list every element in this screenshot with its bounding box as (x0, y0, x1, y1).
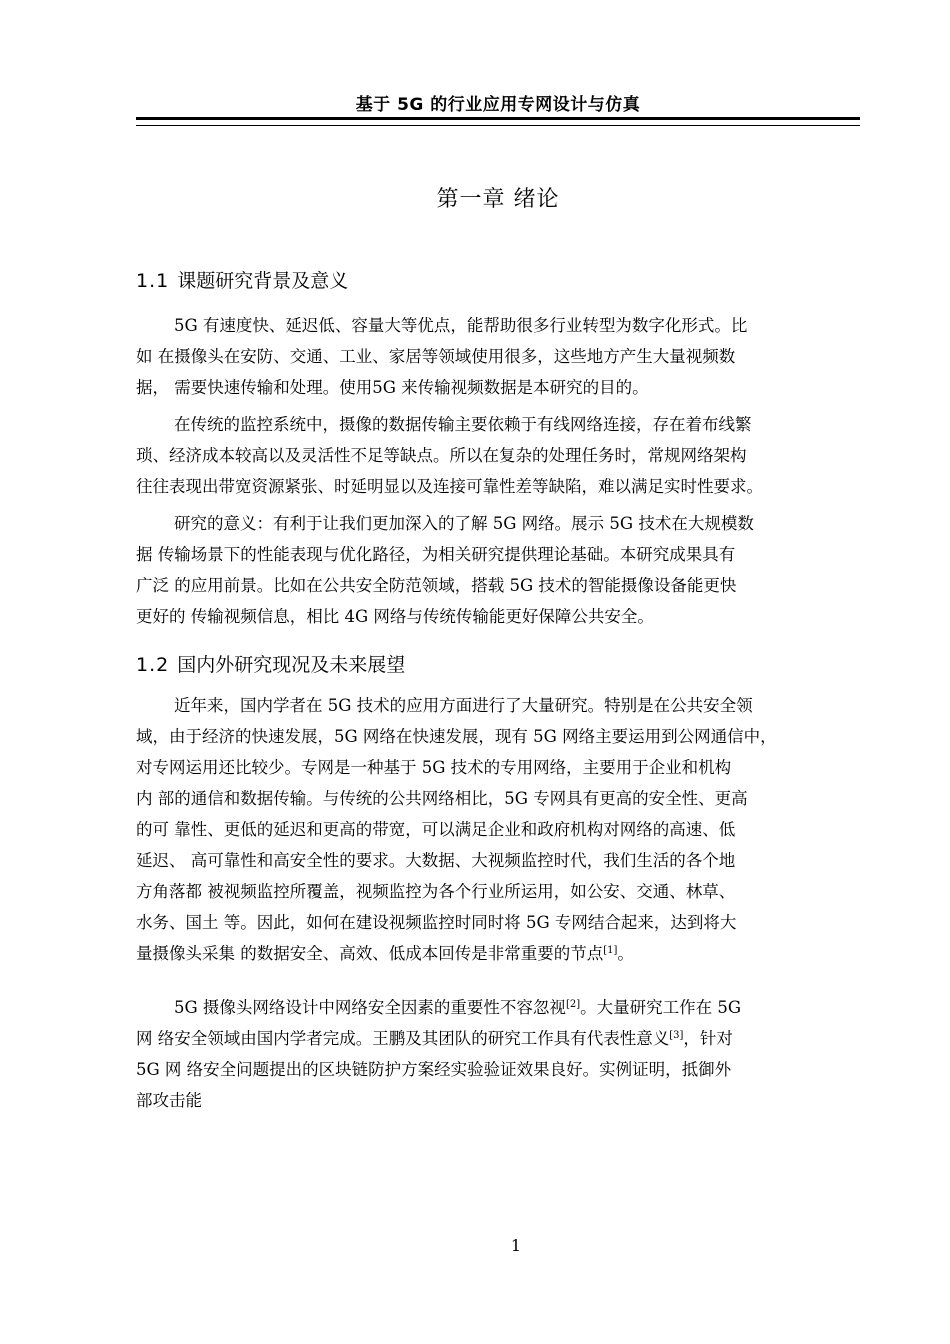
paragraph-line: 部攻击能 (136, 1091, 202, 1110)
citation-ref[interactable]: [2] (565, 999, 581, 1010)
paragraph (136, 310, 860, 403)
section-number: 1.2 (136, 654, 170, 676)
paragraph (136, 690, 860, 969)
paragraph-line (136, 992, 860, 1023)
paragraph-line: 5G 网 络安全问题提出的区块链防护方案经实验验证效果良好。实例证明，抵御外 (136, 1060, 732, 1079)
paragraph-line: 的可 靠性、更低的延迟和更高的带宽，可以满足企业和政府机构对网络的高速、低 (136, 820, 736, 839)
section-number: 1.1 (136, 270, 170, 292)
section-title-text: 国内外研究现况及未来展望 (177, 654, 406, 676)
paragraph-line: 域，由于经济的快速发展，5G 网络在快速发展，现有 5G 网络主要运用到公网通信中， (136, 727, 777, 746)
paragraph-line: 广泛 的应用前景。比如在公共安全防范领域，搭载 5G 技术的智能摄像设备能更快 (136, 576, 737, 595)
paragraph-line: 近年来，国内学者在 5G 技术的应用方面进行了大量研究。特别是在公共安全领 (174, 696, 753, 715)
paragraph-line: 更好的 传输视频信息，相比 4G 网络与传统传输能更好保障公共安全。 (136, 607, 654, 626)
paragraph (136, 409, 860, 502)
paragraph-line: 据 传输场景下的性能表现与优化路径，为相关研究提供理论基础。本研究成果具有 (136, 545, 736, 564)
chapter-title: 第一章 绪论 (436, 187, 560, 212)
page-number: 1 (510, 1236, 522, 1255)
line-text: ，针对 (683, 1029, 733, 1048)
paragraph-line (136, 938, 860, 969)
line-text: 网 络安全领域由国内学者完成。王鹏及其团队的研究工作具有代表性意义 (136, 1029, 670, 1048)
paragraph-line: 延迟、 高可靠性和高安全性的要求。大数据、大视频监控时代，我们生活的各个地 (136, 851, 736, 870)
line-text: 量摄像头采集 的数据安全、高效、低成本回传是非常重要的节点 (136, 944, 604, 963)
paragraph-line: 往往表现出带宽资源紧张、时延明显以及连接可靠性差等缺陷，难以满足实时性要求。 (136, 477, 763, 496)
paragraph-line: 如 在摄像头在安防、交通、工业、家居等领域使用很多，这些地方产生大量视频数 (136, 347, 736, 366)
citation-ref[interactable]: [3] (669, 1030, 684, 1041)
paragraph-line: 琐、经济成本较高以及灵活性不足等缺点。所以在复杂的处理任务时，常规网络架构 (136, 446, 747, 465)
paragraph-line: 方角落都 被视频监控所覆盖，视频监控为各个行业所运用，如公安、交通、林草、 (136, 882, 736, 901)
paragraph-line: 5G 有速度快、延迟低、容量大等优点，能帮助很多行业转型为数字化形式。比 (174, 316, 748, 335)
paragraph (136, 992, 860, 1116)
paragraph-line: 内 部的通信和数据传输。与传统的公共网络相比，5G 专网具有更高的安全性、更高 (136, 789, 748, 808)
line-text: 5G 摄像头网络设计中网络安全因素的重要性不容忽视 (174, 998, 566, 1017)
paragraph-line: 据， 需要快速传输和处理。使用5G 来传输视频数据是本研究的目的。 (136, 378, 649, 397)
paragraph-line: 在传统的监控系统中，摄像的数据传输主要依赖于有线网络连接，存在着布线繁 (174, 415, 752, 434)
line-text: 。大量研究工作在 5G (580, 998, 742, 1017)
paragraph-line (136, 1023, 860, 1054)
citation-ref[interactable]: [1] (603, 945, 618, 956)
section-heading-1-1 (136, 266, 348, 293)
paragraph-line: 研究的意义：有利于让我们更加深入的了解 5G 网络。展示 5G 技术在大规模数 (174, 514, 754, 533)
line-text: 。 (617, 944, 634, 963)
paragraph (136, 508, 860, 632)
paragraph-line: 对专网运用还比较少。专网是一种基于 5G 技术的专用网络，主要用于企业和机构 (136, 758, 732, 777)
section-heading-1-2 (136, 650, 405, 677)
paragraph-line: 水务、国土 等。因此，如何在建设视频监控时同时将 5G 专网结合起来，达到将大 (136, 913, 737, 932)
running-header: 基于 5G 的行业应用专网设计与仿真 (355, 95, 641, 115)
header-rule (136, 117, 860, 126)
section-title-text: 课题研究背景及意义 (177, 270, 349, 292)
